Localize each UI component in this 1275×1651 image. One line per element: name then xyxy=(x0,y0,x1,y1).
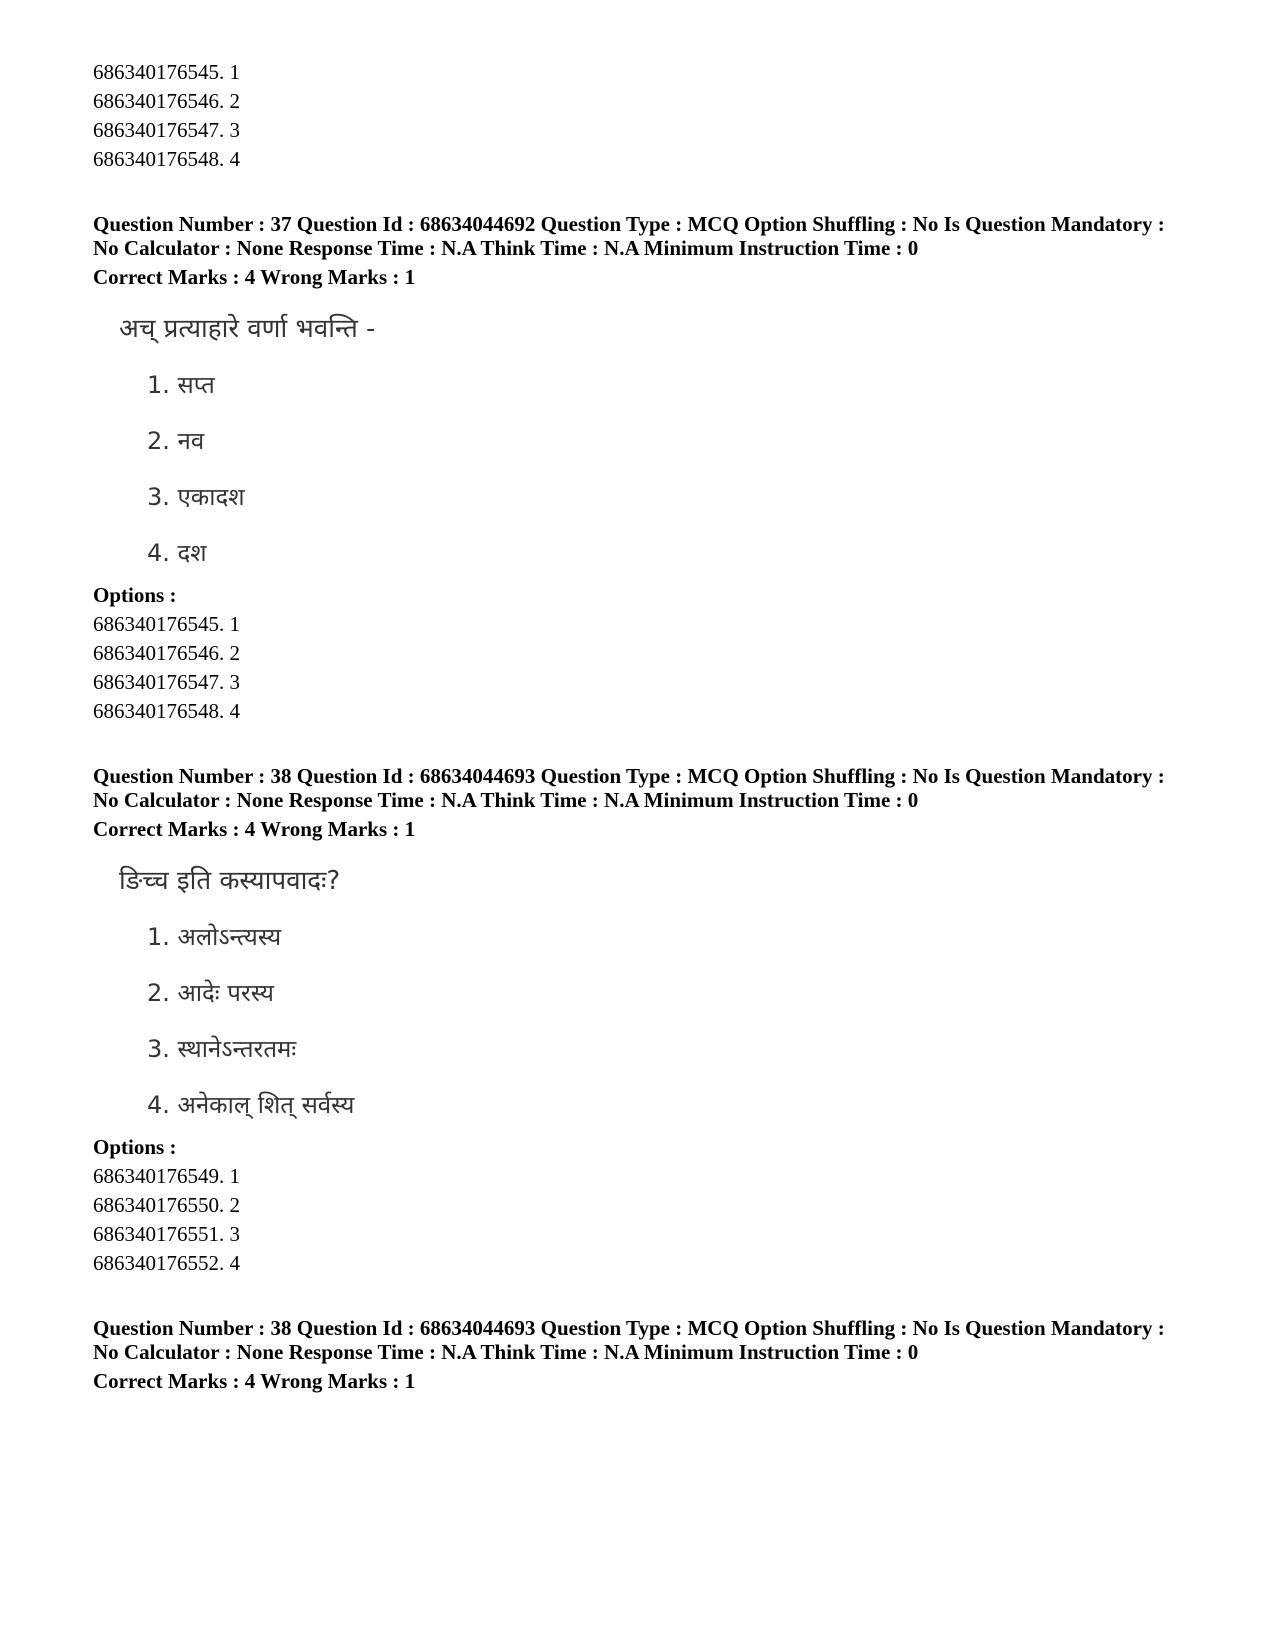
option-line: 686340176548. 4 xyxy=(93,147,240,171)
spacer xyxy=(93,174,1203,212)
question-header xyxy=(93,1316,1203,1364)
question-block-37 xyxy=(93,212,1203,726)
question-marks: Correct Marks : 4 Wrong Marks : 1 xyxy=(93,265,416,289)
question-header-line-2: No Calculator : None Response Time : N.A Think Time : N.A Minimum Instruction Time : 0 xyxy=(93,1340,919,1364)
question-choice: 3. स्थानेऽन्तरतमः xyxy=(147,1035,297,1063)
previous-options-list xyxy=(93,58,1203,174)
question-choice: 2. आदेः परस्य xyxy=(147,979,274,1007)
question-stem: अच् प्रत्याहारे वर्णा भवन्ति - xyxy=(119,314,376,344)
question-marks: Correct Marks : 4 Wrong Marks : 1 xyxy=(93,817,416,841)
question-choice: 2. नव xyxy=(147,427,205,455)
question-header-line-1: Question Number : 38 Question Id : 68634044693 Question Type : MCQ Option Shuffling : No Is Question Mandatory : xyxy=(93,764,1165,788)
options-label: Options : xyxy=(93,583,177,607)
question-marks: Correct Marks : 4 Wrong Marks : 1 xyxy=(93,1369,416,1393)
question-header-line-2: No Calculator : None Response Time : N.A Think Time : N.A Minimum Instruction Time : 0 xyxy=(93,236,919,260)
option-line: 686340176546. 2 xyxy=(93,641,240,665)
question-header-line-2: No Calculator : None Response Time : N.A Think Time : N.A Minimum Instruction Time : 0 xyxy=(93,788,919,812)
question-choice: 3. एकादश xyxy=(147,483,245,511)
question-header-line-1: Question Number : 37 Question Id : 68634044692 Question Type : MCQ Option Shuffling : No Is Question Mandatory : xyxy=(93,212,1165,236)
option-line: 686340176551. 3 xyxy=(93,1222,240,1246)
question-header xyxy=(93,764,1203,812)
spacer xyxy=(93,1278,1203,1316)
option-line: 686340176552. 4 xyxy=(93,1251,240,1275)
question-block-38 xyxy=(93,764,1203,1278)
option-line: 686340176548. 4 xyxy=(93,699,240,723)
options-list xyxy=(93,1162,1203,1278)
question-choice: 4. अनेकाल् शित् सर्वस्य xyxy=(147,1091,355,1119)
document-page xyxy=(93,58,1203,1393)
option-line: 686340176550. 2 xyxy=(93,1193,240,1217)
spacer xyxy=(93,726,1203,764)
question-choice: 1. अलोऽन्त्यस्य xyxy=(147,923,282,951)
option-line: 686340176546. 2 xyxy=(93,89,240,113)
question-choice: 1. सप्त xyxy=(147,371,215,399)
option-line: 686340176545. 1 xyxy=(93,60,240,84)
option-line: 686340176549. 1 xyxy=(93,1164,240,1188)
option-line: 686340176547. 3 xyxy=(93,670,240,694)
options-label: Options : xyxy=(93,1135,177,1159)
question-choice: 4. दश xyxy=(147,539,207,567)
question-block-next xyxy=(93,1316,1203,1393)
question-content xyxy=(119,311,1203,571)
question-header-line-1: Question Number : 38 Question Id : 68634044693 Question Type : MCQ Option Shuffling : No Is Question Mandatory : xyxy=(93,1316,1165,1340)
option-line: 686340176545. 1 xyxy=(93,612,240,636)
options-list xyxy=(93,610,1203,726)
question-header xyxy=(93,212,1203,260)
question-content xyxy=(119,863,1203,1123)
option-line: 686340176547. 3 xyxy=(93,118,240,142)
question-stem: ङिच्च इति कस्यापवादः? xyxy=(119,866,341,896)
